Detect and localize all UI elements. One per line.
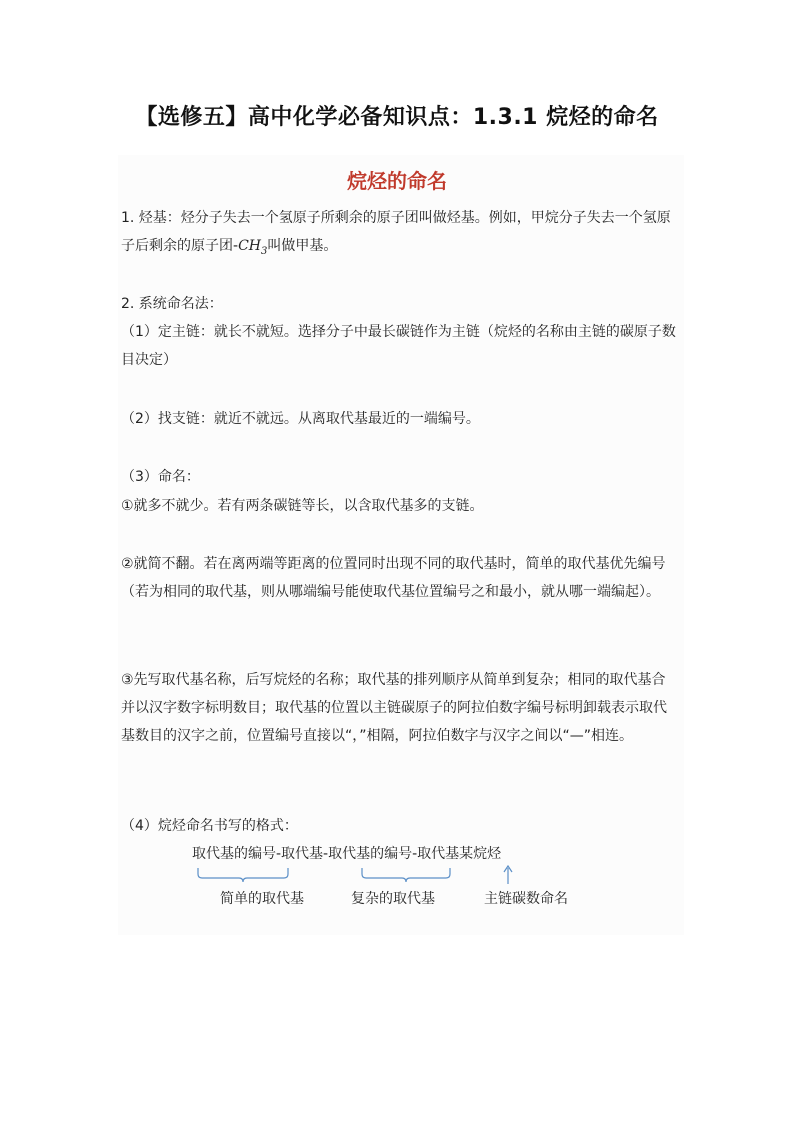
rule-1-main-chain: （1）定主链：就长不就短。选择分子中最长碳链作为主链（烷烃的名称由主链的碳原子数目决定） — [121, 324, 676, 368]
formula-base: CH — [238, 238, 261, 254]
section-title: 烷烃的命名 — [347, 169, 447, 193]
label-main-chain-naming: 主链碳数命名 — [484, 891, 568, 907]
rule-3-heading: （3）命名： — [121, 469, 200, 485]
formula-subscript: 3 — [260, 245, 268, 257]
system-naming-heading: 2. 系统命名法： — [121, 296, 223, 312]
naming-format-formula: 取代基的编号-取代基-取代基的编号-取代基某烷烃 — [192, 846, 502, 862]
rule-3-a: ①就多不就少。若有两条碳链等长，以含取代基多的支链。 — [121, 498, 484, 514]
label-simple-substituent: 简单的取代基 — [220, 891, 304, 907]
rule-3-b: ②就简不翻。若在离两端等距离的位置同时出现不同的取代基时，简单的取代基优先编号（若为相同的取代基，则从哪端编号能使取代基位置编号之和最小，就从哪一端编起）。 — [121, 556, 666, 600]
paragraph-hydrocarbyl-text-b: 叫做甲基。 — [267, 238, 338, 254]
methyl-formula — [238, 238, 268, 257]
label-complex-substituent: 复杂的取代基 — [351, 891, 435, 907]
rule-4-heading: （4）烷烃命名书写的格式： — [121, 818, 298, 834]
rule-2-branch: （2）找支链：就近不就远。从离取代基最近的一端编号。 — [121, 411, 480, 427]
paragraph-hydrocarbyl — [121, 204, 677, 266]
page-title: 【选修五】高中化学必备知识点：1.3.1 烷烃的命名 — [135, 105, 659, 130]
paragraph-hydrocarbyl-text-a: 1. 烃基：烃分子失去一个氢原子所剩余的原子团叫做烃基。例如，甲烷分子失去一个氢原子后剩余的原子团- — [121, 210, 671, 254]
rule-3-c: ③先写取代基名称，后写烷烃的名称；取代基的排列顺序从简单到复杂；相同的取代基合并以汉字数字标明数目；取代基的位置以主链碳原子的阿拉伯数字编号标明卸载表示取代基数目的汉字之前，位置编号直接以“，”相隔，阿拉伯数字与汉字之间以“—”相连。 — [121, 672, 667, 744]
